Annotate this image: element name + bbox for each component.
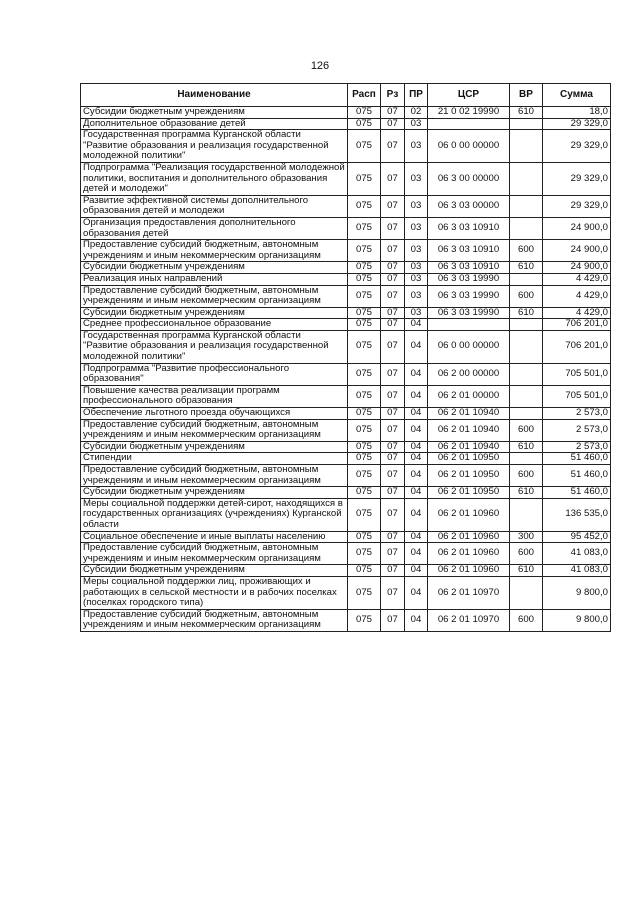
cell-vr: 610 — [510, 262, 543, 274]
cell-pr: 04 — [405, 576, 428, 609]
cell-vr — [510, 162, 543, 195]
cell-rasp: 075 — [348, 419, 381, 441]
cell-rasp: 075 — [348, 453, 381, 465]
cell-sum: 29 329,0 — [543, 118, 611, 130]
cell-name: Меры социальной поддержки детей-сирот, находящихся в государственных организациях (учреждениях) Курганской области — [81, 498, 348, 531]
header-csr: ЦСР — [428, 84, 510, 107]
cell-vr — [510, 385, 543, 407]
cell-name: Предоставление субсидий бюджетным, автономным учреждениям и иным некоммерческим организациям — [81, 465, 348, 487]
cell-rasp: 075 — [348, 543, 381, 565]
cell-sum: 29 329,0 — [543, 130, 611, 163]
cell-csr: 06 3 03 10910 — [428, 240, 510, 262]
header-rasp: Расп — [348, 84, 381, 107]
table-row — [81, 498, 611, 531]
cell-name: Субсидии бюджетным учреждениям — [81, 441, 348, 453]
cell-csr — [428, 118, 510, 130]
table-row — [81, 565, 611, 577]
cell-rz: 07 — [381, 330, 405, 363]
header-pr: ПР — [405, 84, 428, 107]
cell-pr: 04 — [405, 330, 428, 363]
cell-pr: 04 — [405, 487, 428, 499]
cell-rz: 07 — [381, 609, 405, 631]
table-row — [81, 195, 611, 217]
table-row — [81, 130, 611, 163]
table-row — [81, 262, 611, 274]
cell-sum: 18,0 — [543, 107, 611, 119]
cell-csr: 06 0 00 00000 — [428, 330, 510, 363]
cell-rz: 07 — [381, 217, 405, 239]
cell-rasp: 075 — [348, 130, 381, 163]
cell-rasp: 075 — [348, 195, 381, 217]
cell-vr — [510, 217, 543, 239]
cell-name: Субсидии бюджетным учреждениям — [81, 565, 348, 577]
cell-sum: 29 329,0 — [543, 162, 611, 195]
cell-pr: 04 — [405, 565, 428, 577]
cell-name: Социальное обеспечение и иные выплаты населению — [81, 531, 348, 543]
cell-rasp: 075 — [348, 118, 381, 130]
cell-csr: 06 0 00 00000 — [428, 130, 510, 163]
cell-vr — [510, 130, 543, 163]
cell-csr: 06 2 01 10940 — [428, 419, 510, 441]
cell-vr: 610 — [510, 107, 543, 119]
cell-sum: 51 460,0 — [543, 453, 611, 465]
cell-pr: 04 — [405, 408, 428, 420]
cell-pr: 04 — [405, 531, 428, 543]
cell-rz: 07 — [381, 363, 405, 385]
cell-sum: 95 452,0 — [543, 531, 611, 543]
cell-rasp: 075 — [348, 240, 381, 262]
cell-rasp: 075 — [348, 576, 381, 609]
budget-table — [80, 83, 611, 632]
cell-rasp: 075 — [348, 262, 381, 274]
table-row — [81, 273, 611, 285]
cell-sum: 2 573,0 — [543, 408, 611, 420]
cell-rasp: 075 — [348, 498, 381, 531]
cell-vr — [510, 330, 543, 363]
cell-csr: 06 2 01 10970 — [428, 609, 510, 631]
header-sum: Сумма — [543, 84, 611, 107]
cell-name: Повышение качества реализации программ профессионального образования — [81, 385, 348, 407]
cell-pr: 04 — [405, 363, 428, 385]
cell-rz: 07 — [381, 273, 405, 285]
cell-rz: 07 — [381, 240, 405, 262]
cell-csr: 06 2 01 10940 — [428, 441, 510, 453]
cell-name: Государственная программа Курганской области "Развитие образования и реализация государственной молодежной политики" — [81, 330, 348, 363]
cell-pr: 04 — [405, 441, 428, 453]
cell-rz: 07 — [381, 531, 405, 543]
cell-rz: 07 — [381, 453, 405, 465]
table-row — [81, 531, 611, 543]
cell-csr: 06 3 03 10910 — [428, 217, 510, 239]
cell-vr: 600 — [510, 543, 543, 565]
cell-rasp: 075 — [348, 330, 381, 363]
cell-vr — [510, 273, 543, 285]
cell-pr: 03 — [405, 217, 428, 239]
cell-name: Предоставление субсидий бюджетным, автономным учреждениям и иным некоммерческим организациям — [81, 285, 348, 307]
header-vr: ВР — [510, 84, 543, 107]
cell-rz: 07 — [381, 307, 405, 319]
cell-sum: 4 429,0 — [543, 307, 611, 319]
cell-csr: 06 3 03 00000 — [428, 195, 510, 217]
cell-csr: 06 3 03 19990 — [428, 307, 510, 319]
cell-rz: 07 — [381, 107, 405, 119]
cell-vr — [510, 498, 543, 531]
cell-rz: 07 — [381, 408, 405, 420]
table-row — [81, 609, 611, 631]
cell-name: Предоставление субсидий бюджетным, автономным учреждениям и иным некоммерческим организациям — [81, 543, 348, 565]
table-row — [81, 487, 611, 499]
cell-rz: 07 — [381, 565, 405, 577]
header-rz: Рз — [381, 84, 405, 107]
table-row — [81, 330, 611, 363]
cell-vr — [510, 576, 543, 609]
cell-csr: 21 0 02 19990 — [428, 107, 510, 119]
cell-pr: 04 — [405, 609, 428, 631]
cell-rz: 07 — [381, 543, 405, 565]
cell-sum: 24 900,0 — [543, 240, 611, 262]
cell-name: Государственная программа Курганской области "Развитие образования и реализация государственной молодежной политики" — [81, 130, 348, 163]
table-row — [81, 307, 611, 319]
table-row — [81, 107, 611, 119]
cell-pr: 04 — [405, 419, 428, 441]
cell-rasp: 075 — [348, 441, 381, 453]
table-row — [81, 385, 611, 407]
cell-rasp: 075 — [348, 487, 381, 499]
cell-pr: 04 — [405, 453, 428, 465]
cell-rz: 07 — [381, 162, 405, 195]
cell-rasp: 075 — [348, 319, 381, 331]
cell-sum: 4 429,0 — [543, 273, 611, 285]
cell-vr — [510, 408, 543, 420]
cell-rasp: 075 — [348, 363, 381, 385]
cell-vr: 610 — [510, 487, 543, 499]
table-row — [81, 217, 611, 239]
cell-name: Меры социальной поддержки лиц, проживающих и работающих в сельской местности и в рабочих поселках (поселках городского типа) — [81, 576, 348, 609]
cell-name: Субсидии бюджетным учреждениям — [81, 487, 348, 499]
cell-rz: 07 — [381, 419, 405, 441]
cell-csr: 06 2 01 10960 — [428, 498, 510, 531]
cell-name: Подпрограмма "Реализация государственной молодежной политики, воспитания и дополнительного образования детей и молодежи" — [81, 162, 348, 195]
cell-vr: 300 — [510, 531, 543, 543]
cell-csr: 06 3 03 10910 — [428, 262, 510, 274]
cell-name: Организация предоставления дополнительного образования детей — [81, 217, 348, 239]
cell-sum: 41 083,0 — [543, 543, 611, 565]
cell-sum: 2 573,0 — [543, 419, 611, 441]
cell-rz: 07 — [381, 285, 405, 307]
cell-rasp: 075 — [348, 162, 381, 195]
cell-rz: 07 — [381, 465, 405, 487]
cell-rz: 07 — [381, 262, 405, 274]
cell-csr — [428, 319, 510, 331]
cell-sum: 24 900,0 — [543, 217, 611, 239]
cell-pr: 03 — [405, 130, 428, 163]
table-row — [81, 319, 611, 331]
cell-vr — [510, 319, 543, 331]
table-row — [81, 543, 611, 565]
cell-pr: 03 — [405, 195, 428, 217]
cell-rasp: 075 — [348, 307, 381, 319]
cell-sum: 24 900,0 — [543, 262, 611, 274]
cell-rz: 07 — [381, 130, 405, 163]
table-row — [81, 285, 611, 307]
cell-pr: 03 — [405, 307, 428, 319]
cell-rasp: 075 — [348, 565, 381, 577]
cell-rasp: 075 — [348, 273, 381, 285]
cell-sum: 705 501,0 — [543, 363, 611, 385]
table-row — [81, 162, 611, 195]
cell-sum: 29 329,0 — [543, 195, 611, 217]
cell-vr: 600 — [510, 240, 543, 262]
cell-pr: 03 — [405, 240, 428, 262]
cell-rz: 07 — [381, 576, 405, 609]
cell-name: Стипендии — [81, 453, 348, 465]
cell-sum: 51 460,0 — [543, 465, 611, 487]
cell-rz: 07 — [381, 498, 405, 531]
cell-vr: 600 — [510, 419, 543, 441]
cell-pr: 03 — [405, 273, 428, 285]
cell-vr: 610 — [510, 565, 543, 577]
cell-vr — [510, 363, 543, 385]
cell-name: Предоставление субсидий бюджетным, автономным учреждениям и иным некоммерческим организациям — [81, 609, 348, 631]
cell-vr — [510, 453, 543, 465]
table-body — [81, 107, 611, 632]
cell-csr: 06 2 01 10960 — [428, 531, 510, 543]
table-row — [81, 363, 611, 385]
table-row — [81, 441, 611, 453]
table-row — [81, 453, 611, 465]
cell-pr: 03 — [405, 285, 428, 307]
cell-name: Субсидии бюджетным учреждениям — [81, 262, 348, 274]
table-row — [81, 465, 611, 487]
cell-name: Обеспечение льготного проезда обучающихся — [81, 408, 348, 420]
cell-rasp: 075 — [348, 107, 381, 119]
cell-rz: 07 — [381, 195, 405, 217]
cell-sum: 41 083,0 — [543, 565, 611, 577]
table-row — [81, 118, 611, 130]
page-number: 126 — [310, 60, 330, 72]
cell-vr — [510, 118, 543, 130]
cell-rasp: 075 — [348, 609, 381, 631]
table-row — [81, 576, 611, 609]
cell-vr: 610 — [510, 307, 543, 319]
cell-rasp: 075 — [348, 385, 381, 407]
table-header-row — [81, 84, 611, 107]
cell-sum: 4 429,0 — [543, 285, 611, 307]
cell-csr: 06 2 01 10960 — [428, 543, 510, 565]
cell-csr: 06 2 01 10950 — [428, 453, 510, 465]
cell-csr: 06 2 01 10960 — [428, 565, 510, 577]
cell-name: Субсидии бюджетным учреждениям — [81, 307, 348, 319]
cell-rasp: 075 — [348, 531, 381, 543]
table-row — [81, 240, 611, 262]
cell-pr: 04 — [405, 385, 428, 407]
cell-sum: 9 800,0 — [543, 576, 611, 609]
cell-vr: 600 — [510, 285, 543, 307]
cell-pr: 03 — [405, 262, 428, 274]
cell-pr: 04 — [405, 543, 428, 565]
cell-name: Предоставление субсидий бюджетным, автономным учреждениям и иным некоммерческим организациям — [81, 419, 348, 441]
cell-rasp: 075 — [348, 285, 381, 307]
cell-rz: 07 — [381, 118, 405, 130]
cell-vr: 600 — [510, 465, 543, 487]
cell-name: Среднее профессиональное образование — [81, 319, 348, 331]
cell-csr: 06 2 01 00000 — [428, 385, 510, 407]
cell-pr: 03 — [405, 162, 428, 195]
cell-rz: 07 — [381, 487, 405, 499]
cell-sum: 2 573,0 — [543, 441, 611, 453]
cell-name: Субсидии бюджетным учреждениям — [81, 107, 348, 119]
cell-vr: 600 — [510, 609, 543, 631]
cell-csr: 06 2 01 10950 — [428, 465, 510, 487]
cell-rasp: 075 — [348, 465, 381, 487]
cell-sum: 51 460,0 — [543, 487, 611, 499]
cell-pr: 04 — [405, 465, 428, 487]
cell-rasp: 075 — [348, 408, 381, 420]
cell-sum: 706 201,0 — [543, 330, 611, 363]
cell-csr: 06 2 01 10950 — [428, 487, 510, 499]
cell-name: Подпрограмма "Развитие профессионального образования" — [81, 363, 348, 385]
cell-pr: 02 — [405, 107, 428, 119]
cell-csr: 06 3 00 00000 — [428, 162, 510, 195]
cell-name: Предоставление субсидий бюджетным, автономным учреждениям и иным некоммерческим организациям — [81, 240, 348, 262]
cell-sum: 9 800,0 — [543, 609, 611, 631]
cell-csr: 06 2 00 00000 — [428, 363, 510, 385]
cell-csr: 06 2 01 10940 — [428, 408, 510, 420]
cell-csr: 06 2 01 10970 — [428, 576, 510, 609]
cell-vr: 610 — [510, 441, 543, 453]
cell-rz: 07 — [381, 385, 405, 407]
cell-sum: 136 535,0 — [543, 498, 611, 531]
cell-sum: 706 201,0 — [543, 319, 611, 331]
cell-sum: 705 501,0 — [543, 385, 611, 407]
cell-csr: 06 3 03 19990 — [428, 285, 510, 307]
cell-rasp: 075 — [348, 217, 381, 239]
cell-name: Дополнительное образование детей — [81, 118, 348, 130]
cell-rz: 07 — [381, 441, 405, 453]
cell-name: Реализация иных направлений — [81, 273, 348, 285]
table-row — [81, 408, 611, 420]
cell-csr: 06 3 03 19990 — [428, 273, 510, 285]
cell-pr: 04 — [405, 498, 428, 531]
cell-pr: 03 — [405, 118, 428, 130]
cell-vr — [510, 195, 543, 217]
cell-name: Развитие эффективной системы дополнительного образования детей и молодежи — [81, 195, 348, 217]
cell-rz: 07 — [381, 319, 405, 331]
cell-pr: 04 — [405, 319, 428, 331]
table-row — [81, 419, 611, 441]
header-name: Наименование — [81, 84, 348, 107]
